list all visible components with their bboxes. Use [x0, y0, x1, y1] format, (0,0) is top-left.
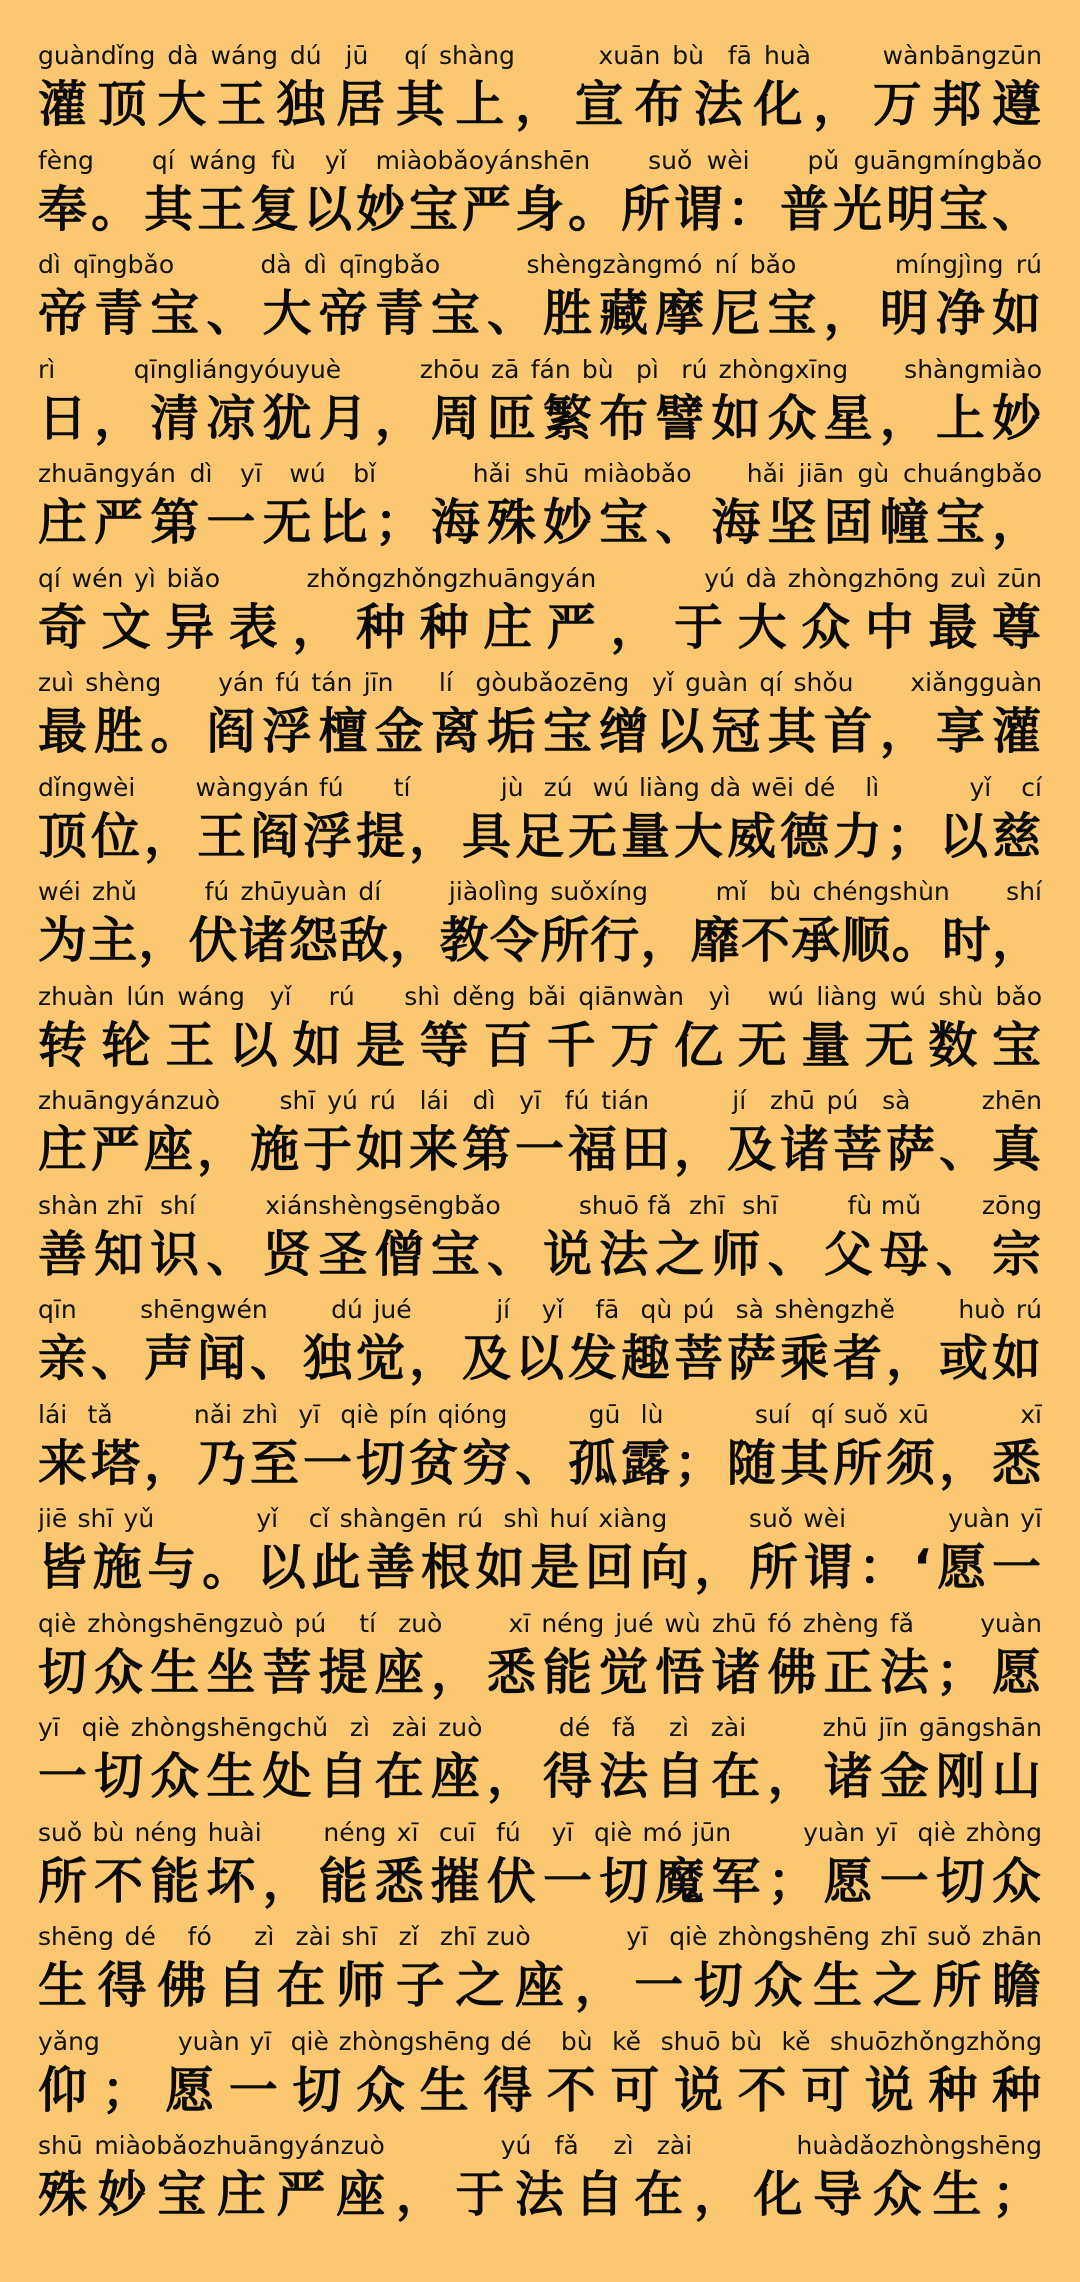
- text-line: [38, 2128, 1042, 2233]
- pinyin-row: wéi zhǔ fú zhūyuàn dí jiàolìng suǒxíng mǐ bù chéngshùn shí: [38, 877, 1042, 906]
- text-line: [38, 1501, 1042, 1606]
- hanzi-row: 一切众生处自在座，得法自在，诸金刚山: [38, 1748, 1042, 1805]
- hanzi-row: 最胜。阎浮檀金离垢宝缯以冠其首，享灌: [38, 703, 1042, 760]
- pinyin-row: shàn zhī shí xiánshèngsēngbǎo shuō fǎ zhī shī fù mǔ zōng: [38, 1190, 1042, 1220]
- pinyin-row: dǐngwèi wàngyán fú tí jù zú wú liàng dà wēi dé lì yǐ cí: [38, 772, 1042, 802]
- hanzi-row: 皆施与。以此善根如是回向，所谓：‘愿一: [38, 1539, 1042, 1596]
- hanzi-row: 殊妙宝庄严座，于法自在，化导众生；: [38, 2166, 1042, 2223]
- text-line: [38, 2024, 1042, 2129]
- hanzi-row: 为主，伏诸怨敌，教令所行，靡不承顺。时，: [38, 912, 1042, 969]
- text-line: [38, 1606, 1042, 1711]
- hanzi-row: 亲、声闻、独觉，及以发趣菩萨乘者，或如: [38, 1330, 1042, 1387]
- hanzi-row: 善知识、贤圣僧宝、说法之师、父母、宗: [38, 1225, 1042, 1283]
- pinyin-row: yī qiè zhòngshēngchǔ zì zài zuò dé fǎ zì zài zhū jīn gāngshān: [38, 1713, 1042, 1742]
- text-line: [38, 1292, 1042, 1397]
- text-line: [38, 247, 1042, 352]
- text-line: [38, 665, 1042, 770]
- text-line: [38, 456, 1042, 561]
- pinyin-row: fèng qí wáng fù yǐ miàobǎoyánshēn suǒ wèi pǔ guāngmíngbǎo: [38, 145, 1042, 175]
- text-line: [38, 38, 1042, 143]
- hanzi-row: 转轮王以如是等百千万亿无量无数宝: [38, 1016, 1042, 1074]
- text-line: [38, 1919, 1042, 2024]
- hanzi-row: 顶位，王阎浮提，具足无量大威德力；以慈: [38, 807, 1042, 865]
- text-line: [38, 1710, 1042, 1815]
- text-line: [38, 1815, 1042, 1920]
- hanzi-row: 庄严座，施于如来第一福田，及诸菩萨、真: [38, 1121, 1042, 1178]
- pinyin-row: zhuāngyán dì yī wú bǐ hǎi shū miàobǎo hǎi jiān gù chuángbǎo: [38, 459, 1042, 488]
- pinyin-row: rì qīngliángyóuyuè zhōu zā fán bù pì rú zhòngxīng shàngmiào: [38, 354, 1042, 384]
- pinyin-row: guàndǐng dà wáng dú jū qí shàng xuān bù fā huà wànbāngzūn: [38, 41, 1042, 70]
- text-line: [38, 874, 1042, 979]
- text-line: [38, 143, 1042, 248]
- hanzi-row: 灌顶大王独居其上，宣布法化，万邦遵: [38, 76, 1042, 133]
- pinyin-row: jiē shī yǔ yǐ cǐ shàngēn rú shì huí xiàng suǒ wèi yuàn yī: [38, 1504, 1042, 1533]
- hanzi-row: 奉。其王复以妙宝严身。所谓：普光明宝、: [38, 180, 1042, 238]
- text-line: [38, 770, 1042, 875]
- hanzi-row: 庄严第一无比；海殊妙宝、海坚固幢宝，: [38, 494, 1042, 551]
- pinyin-row: shū miàobǎozhuāngyánzuò yú fǎ zì zài huàdǎozhòngshēng: [38, 2131, 1042, 2160]
- pinyin-row: qīn shēngwén dú jué jí yǐ fā qù pú sà shèngzhě huò rú: [38, 1295, 1042, 1324]
- text-line: [38, 1397, 1042, 1502]
- pinyin-row: dì qīngbǎo dà dì qīngbǎo shèngzàngmó ní bǎo míngjìng rú: [38, 250, 1042, 279]
- hanzi-row: 日，清凉犹月，周匝繁布譬如众星，上妙: [38, 389, 1042, 447]
- text-line: [38, 561, 1042, 666]
- pinyin-row: yǎng yuàn yī qiè zhòngshēng dé bù kě shuō bù kě shuōzhǒngzhǒng: [38, 2026, 1042, 2056]
- pinyin-row: shēng dé fó zì zài shī zǐ zhī zuò yī qiè zhòngshēng zhī suǒ zhān: [38, 1922, 1042, 1951]
- text-line: [38, 352, 1042, 457]
- hanzi-row: 奇文异表，种种庄严，于大众中最尊: [38, 598, 1042, 656]
- pinyin-row: qí wén yì biǎo zhǒngzhǒngzhuāngyán yú dà zhòngzhōng zuì zūn: [38, 563, 1042, 593]
- hanzi-row: 切众生坐菩提座，悉能觉悟诸佛正法；愿: [38, 1643, 1042, 1701]
- pinyin-row: lái tǎ nǎi zhì yī qiè pín qióng gū lù suí qí suǒ xū xī: [38, 1399, 1042, 1429]
- hanzi-row: 仰；愿一切众生得不可说不可说种种: [38, 2061, 1042, 2119]
- text-line: [38, 1188, 1042, 1293]
- text-line: [38, 979, 1042, 1084]
- pinyin-row: zhuàn lún wáng yǐ rú shì děng bǎi qiānwàn yì wú liàng wú shù bǎo: [38, 981, 1042, 1011]
- hanzi-row: 所不能坏，能悉摧伏一切魔军；愿一切众: [38, 1852, 1042, 1910]
- pinyin-row: qiè zhòngshēngzuò pú tí zuò xī néng jué wù zhū fó zhèng fǎ yuàn: [38, 1608, 1042, 1638]
- pinyin-row: zhuāngyánzuò shī yú rú lái dì yī fú tián jí zhū pú sà zhēn: [38, 1086, 1042, 1115]
- hanzi-row: 生得佛自在师子之座，一切众生之所瞻: [38, 1957, 1042, 2014]
- hanzi-row: 帝青宝、大帝青宝、胜藏摩尼宝，明净如: [38, 285, 1042, 342]
- pinyin-row: zuì shèng yán fú tán jīn lí gòubǎozēng yǐ guàn qí shǒu xiǎngguàn: [38, 668, 1042, 697]
- pinyin-row: suǒ bù néng huài néng xī cuī fú yī qiè mó jūn yuàn yī qiè zhòng: [38, 1817, 1042, 1847]
- text-line: [38, 1083, 1042, 1188]
- hanzi-row: 来塔，乃至一切贫穷、孤露；随其所须，悉: [38, 1434, 1042, 1492]
